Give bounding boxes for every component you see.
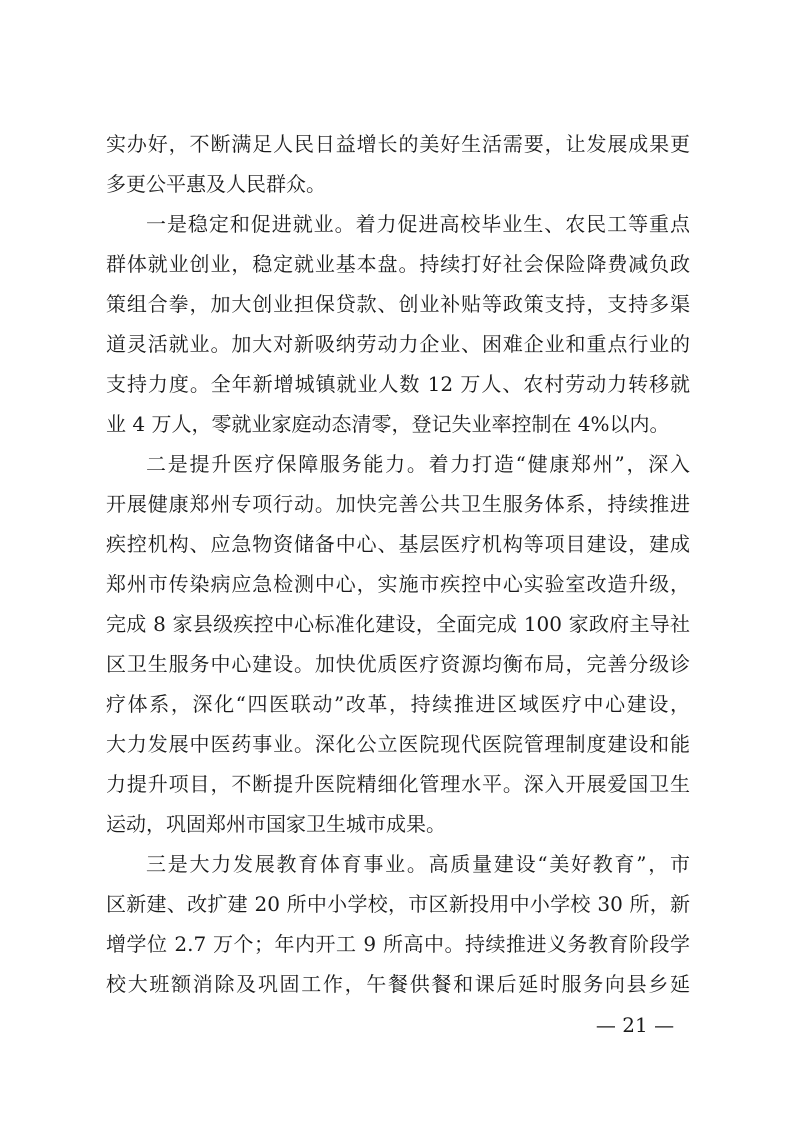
text-line: 郑州市传染病应急检测中心，实施市疾控中心实验室改造升级， bbox=[106, 572, 690, 596]
text-line: 业 4 万人，零就业家庭动态清零，登记失业率控制在 4%以内。 bbox=[106, 412, 670, 436]
text-line: 疾控机构、应急物资储备中心、基层医疗机构等项目建设，建成 bbox=[106, 532, 690, 556]
text-line: 校大班额消除及巩固工作，午餐供餐和课后延时服务向县乡延 bbox=[106, 972, 690, 996]
text-line: 支持力度。全年新增城镇就业人数 12 万人、农村劳动力转移就 bbox=[106, 372, 690, 396]
paragraph-heading-line: 一是稳定和促进就业。着力促进高校毕业生、农民工等重点 bbox=[146, 212, 690, 236]
text-line: 疗体系，深化“四医联动”改革，持续推进区域医疗中心建设， bbox=[106, 692, 690, 716]
text-line: 大力发展中医药事业。深化公立医院现代医院管理制度建设和能 bbox=[106, 732, 690, 756]
text-line: 增学位 2.7 万个；年内开工 9 所高中。持续推进义务教育阶段学 bbox=[106, 932, 690, 956]
text-line: 运动，巩固郑州市国家卫生城市成果。 bbox=[106, 812, 446, 836]
text-line: 区新建、改扩建 20 所中小学校，市区新投用中小学校 30 所，新 bbox=[106, 892, 690, 916]
text-line: 力提升项目，不断提升医院精细化管理水平。深入开展爱国卫生 bbox=[106, 772, 690, 796]
text-line: 群体就业创业，稳定就业基本盘。持续打好社会保险降费减负政 bbox=[106, 252, 690, 276]
paragraph-heading-line: 二是提升医疗保障服务能力。着力打造“健康郑州”，深入 bbox=[146, 452, 690, 476]
text-line: 道灵活就业。加大对新吸纳劳动力企业、困难企业和重点行业的 bbox=[106, 332, 690, 356]
text-line: 区卫生服务中心建设。加快优质医疗资源均衡布局，完善分级诊 bbox=[106, 652, 690, 676]
paragraph-heading-line: 三是大力发展教育体育事业。高质量建设“美好教育”，市 bbox=[146, 852, 690, 876]
text-line: 实办好，不断满足人民日益增长的美好生活需要，让发展成果更 bbox=[106, 132, 690, 156]
text-line: 完成 8 家县级疾控中心标准化建设，全面完成 100 家政府主导社 bbox=[106, 612, 690, 636]
text-line: 开展健康郑州专项行动。加快完善公共卫生服务体系，持续推进 bbox=[106, 492, 690, 516]
text-line: 多更公平惠及人民群众。 bbox=[106, 172, 326, 196]
text-line: 策组合拳，加大创业担保贷款、创业补贴等政策支持，支持多渠 bbox=[106, 292, 690, 316]
page-number: — 21 — bbox=[595, 1013, 675, 1037]
